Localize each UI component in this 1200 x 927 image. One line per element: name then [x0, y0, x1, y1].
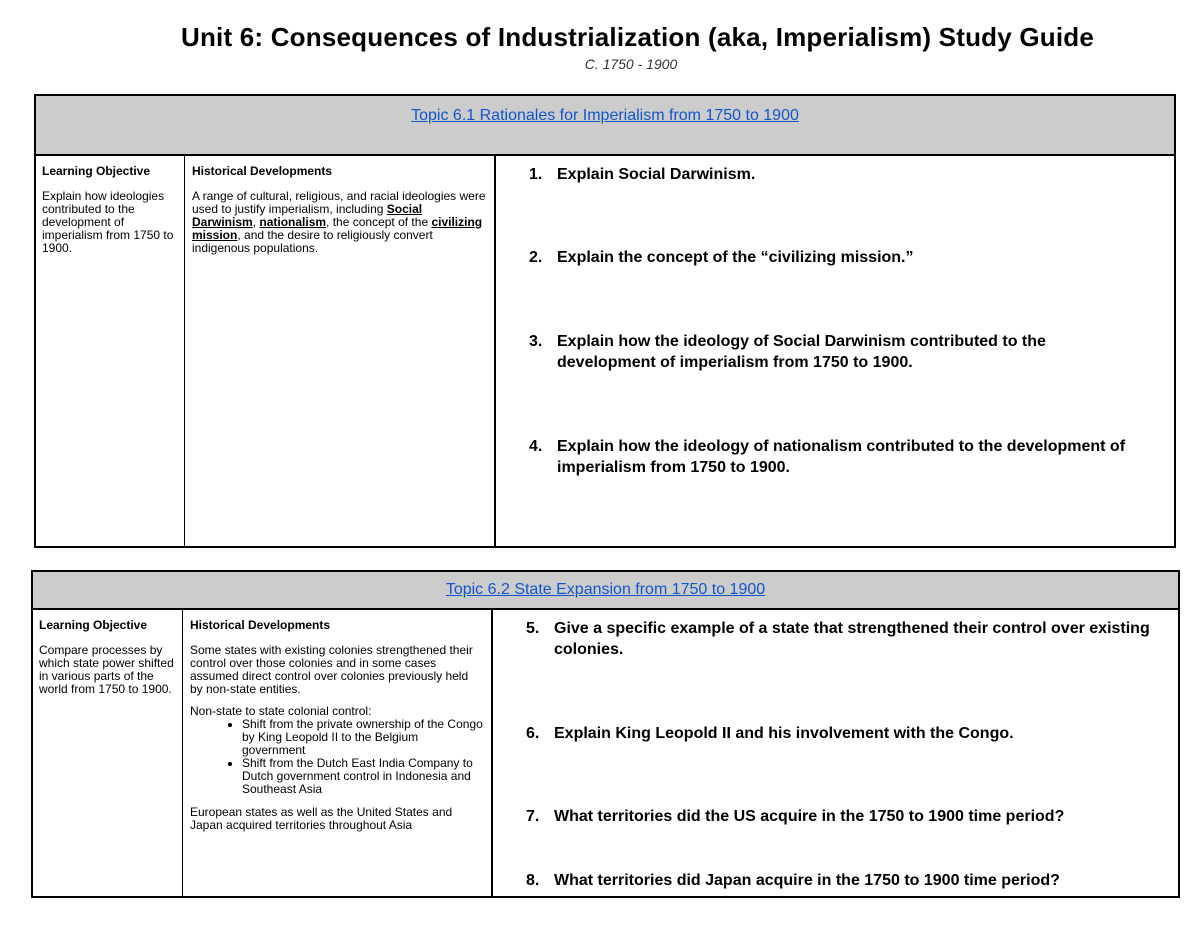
question-item: [526, 618, 1166, 660]
topic-6-2-link[interactable]: Topic 6.2 State Expansion from 1750 to 1900: [445, 581, 766, 598]
historical-developments-heading: Historical Developments: [190, 618, 331, 632]
learning-objective-text: Explain how ideologies contributed to the development of imperialism from 1750 to 1900.: [42, 189, 174, 255]
hd-bullet-list: [190, 718, 484, 796]
hd-text-part: , the concept of the: [326, 215, 432, 229]
topic-6-1-link[interactable]: Topic 6.1 Rationales for Imperialism from 1750 to 1900: [411, 107, 799, 124]
question-item: [529, 247, 1129, 268]
hd-text-part: ,: [252, 215, 260, 229]
learning-objective-text: Compare processes by which state power shifted in various parts of the world from 1750 to 1900.: [39, 643, 174, 696]
question-item: [529, 436, 1129, 478]
topic-6-1-table: [34, 94, 1176, 548]
topic-6-2-table: [31, 570, 1180, 898]
term-social-darwinism: Social Darwinism: [192, 202, 423, 229]
learning-objective-heading: Learning Objective: [42, 164, 151, 178]
topic-6-2-header: [33, 572, 1178, 610]
hd-text-part: , and the desire to religiously convert indigenous populations.: [192, 228, 433, 255]
term-civilizing-mission: civilizing mission: [192, 215, 483, 242]
historical-developments-heading: Historical Developments: [192, 164, 333, 178]
questions-cell: [493, 610, 1178, 896]
page-title: Unit 6: Consequences of Industrialization (aka, Imperialism) Study Guide: [181, 22, 1094, 52]
historical-developments-text: [192, 190, 487, 255]
learning-objective-heading: Learning Objective: [39, 618, 148, 632]
hd-bullet-item: • Shift from the private ownership of the Congo by King Leopold II to the Belgium government: [242, 718, 484, 757]
question-text: Explain how the ideology of Social Darwinism contributed to the development of imperialism from 1750 to 1900.: [557, 333, 1046, 371]
question-number: 1.: [529, 166, 543, 183]
learning-objective-cell: [33, 610, 183, 896]
historical-developments-cell: [183, 610, 493, 896]
question-text: Explain King Leopold II and his involvement with the Congo.: [554, 725, 1014, 742]
hd-paragraph: Non-state to state colonial control:: [190, 704, 372, 718]
question-item: [526, 806, 1176, 827]
learning-objective-cell: [36, 156, 185, 546]
question-number: 4.: [529, 438, 543, 455]
question-item: [526, 870, 1176, 891]
question-text: Explain Social Darwinism.: [557, 166, 756, 183]
question-text: What territories did the US acquire in the 1750 to 1900 time period?: [554, 808, 1065, 825]
question-item: [529, 164, 1129, 185]
question-number: 5.: [526, 620, 540, 637]
question-number: 3.: [529, 333, 543, 350]
historical-developments-cell: [185, 156, 496, 546]
hd-paragraph: Some states with existing colonies strengthened their control over those colonies and in some cases assumed direct control over colonies previously held by non-state entities.: [190, 643, 473, 696]
question-number: 7.: [526, 808, 540, 825]
question-text: What territories did Japan acquire in the 1750 to 1900 time period?: [554, 872, 1060, 889]
question-text: Give a specific example of a state that strengthened their control over existing colonies.: [554, 620, 1150, 658]
hd-bullet-item: • Shift from the Dutch East India Company to Dutch government control in Indonesia and Southeast Asia: [242, 757, 484, 796]
question-number: 2.: [529, 249, 543, 266]
hd-text-part: A range of cultural, religious, and racial ideologies were used to justify imperialism, including: [192, 189, 486, 216]
questions-cell: [496, 156, 1174, 546]
question-number: 6.: [526, 725, 540, 742]
question-text: Explain the concept of the “civilizing mission.”: [557, 249, 914, 266]
term-nationalism: nationalism: [259, 215, 327, 229]
page-subtitle: C. 1750 - 1900: [584, 56, 678, 72]
historical-developments-text: [190, 644, 484, 832]
question-item: [526, 723, 1166, 744]
hd-paragraph: European states as well as the United States and Japan acquired territories throughout Asia: [190, 805, 453, 832]
question-item: [529, 331, 1139, 373]
question-text: Explain how the ideology of nationalism contributed to the development of imperialism from 1750 to 1900.: [557, 438, 1126, 476]
topic-6-1-header: [36, 96, 1174, 156]
question-number: 8.: [526, 872, 540, 889]
